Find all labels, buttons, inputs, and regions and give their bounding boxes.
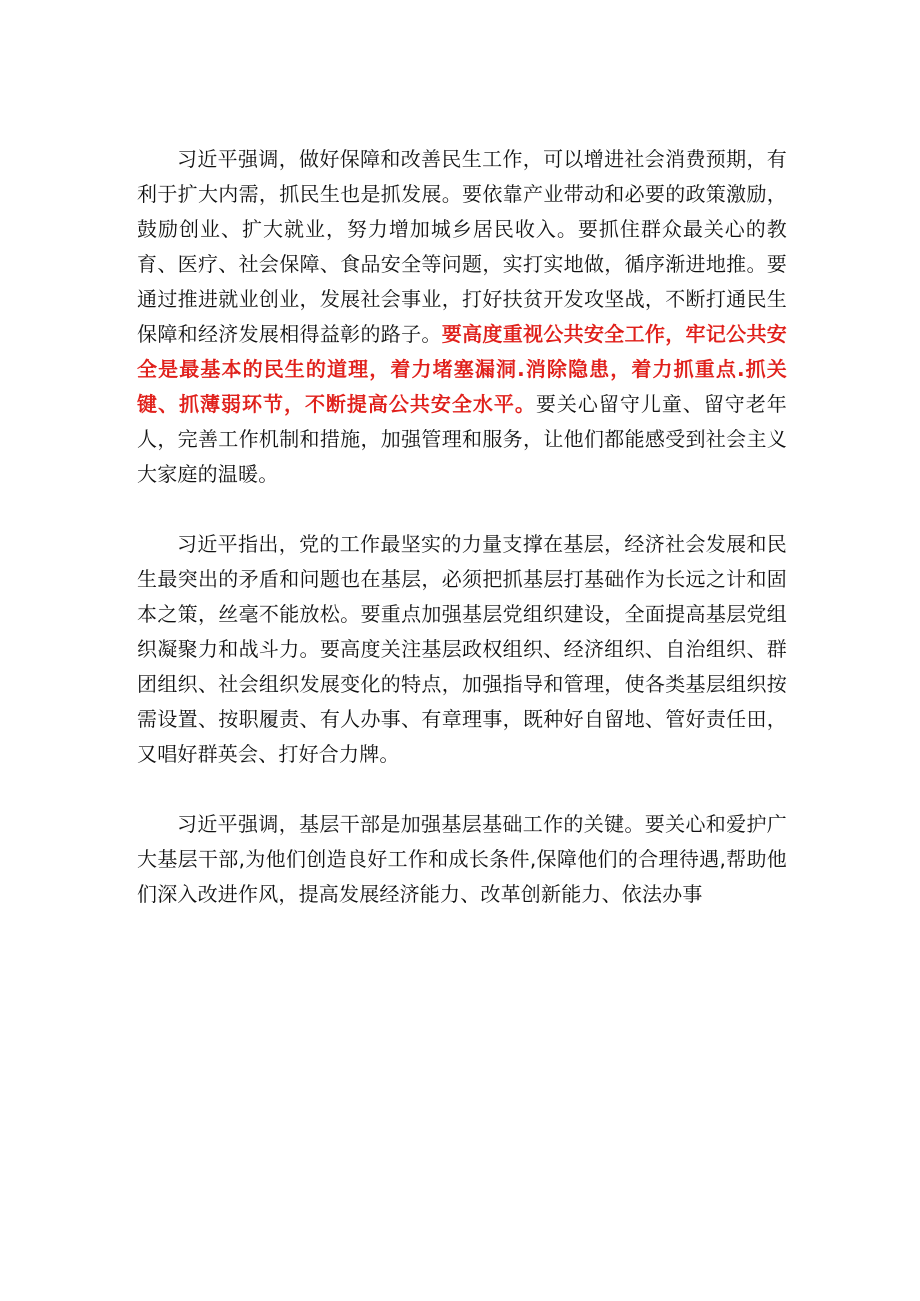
paragraph-cadres: 习近平强调，基层干部是加强基层基础工作的关键。要关心和爱护广大基层干部,为他们创造良好工作和成长条件,保障他们的合理待遇,帮助他们深入改进作风，提高发展经济能力、改革创新能力、依法办事 xyxy=(137,812,787,906)
paragraph-livelihood xyxy=(137,142,787,492)
paragraph-grassroots: 习近平指出，党的工作最坚实的力量支撑在基层，经济社会发展和民生最突出的矛盾和问题也在基层，必须把抓基层打基础作为长远之计和固本之策，丝毫不能放松。要重点加强基层党组织建设，全面提高基层党组织凝聚力和战斗力。要高度关注基层政权组织、经济组织、自治组织、群团组织、社会组织发展变化的特点，加强指导和管理，使各类基层组织按需设置、按职履责、有人办事、有章理事，既种好自留地、管好责任田，又唱好群英会、打好合力牌。 xyxy=(137,532,787,766)
paragraph-livelihood-text-end: 要关心留守儿童、留守老年人，完善工作机制和措施，加强管理和服务，让他们都能感受到社会主义大家庭的温暖。 xyxy=(137,392,787,486)
public-safety-highlight: 要高度重视公共安全工作，牢记公共安全是最基本的民生的道理，着力堵塞漏洞.消除隐患，着力抓重点.抓关键、抓薄弱环节，不断提高公共安全水平。 xyxy=(137,322,788,416)
paragraph-livelihood-text: 习近平强调，做好保障和改善民生工作，可以增进社会消费预期，有利于扩大内需，抓民生也是抓发展。要依靠产业带动和必要的政策激励，鼓励创业、扩大就业，努力增加城乡居民收入。要抓住群众最关心的教育、医疗、社会保障、食品安全等问题，实打实地做，循序渐进地推。要通过推进就业创业，发展社会事业，打好扶贫开发攻坚战，不断打通民生保障和经济发展相得益彰的路子。 xyxy=(137,147,787,346)
document-body xyxy=(137,142,787,912)
